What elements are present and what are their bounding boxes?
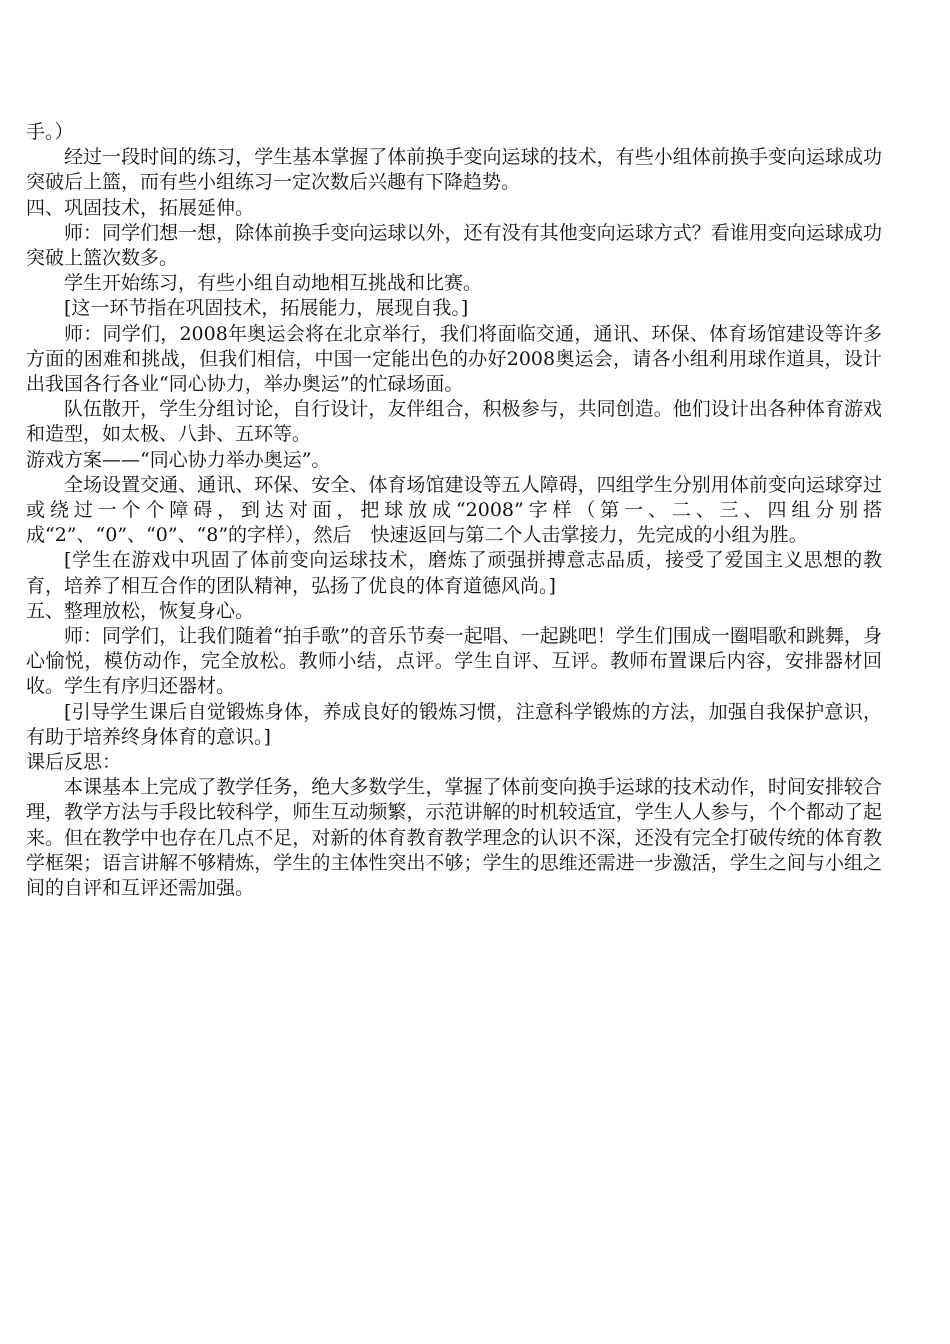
paragraph-note-game: [学生在游戏中巩固了体前变向运球技术，磨炼了顽强拼搏意志品质，接受了爱国主义思想的教育，培养了相互合作的团队精神，弘扬了优良的体育道德风尚。] (26, 549, 882, 597)
paragraph-game-rules: 全场设置交通、通讯、环保、安全、体育场馆建设等五人障碍，四组学生分别用体前变向运球穿过或绕过一个个障碍，到达对面，把球放成“2008”字样（第一、二、三、四组分别搭成“2”、“0”、“0”、“8”的字样），然后 快速返回与第二个人击掌接力，先完成的小组为胜。 (26, 473, 882, 547)
paragraph-teacher-olympics: 师：同学们，2008年奥运会将在北京举行，我们将面临交通，通讯、环保、体育场馆建设等许多方面的困难和挑战，但我们相信，中国一定能出色的办好2008奥运会，请各小组利用球作道具，设计出我国各行各业“同心协力，举办奥运”的忙碌场面。 (26, 322, 882, 396)
game-plan-heading: 游戏方案——“同心协力举办奥运”。 (26, 448, 331, 471)
paragraph-student-practice: 学生开始练习，有些小组自动地相互挑战和比赛。 (64, 272, 483, 295)
paragraph-continuation: 手。） (26, 121, 74, 143)
paragraph-teacher-question: 师：同学们想一想，除体前换手变向运球以外，还有没有其他变向运球方式？看谁用变向运球成功突破上篮次数多。 (26, 221, 882, 270)
paragraph-practice-result: 经过一段时间的练习，学生基本掌握了体前换手变向运球的技术，有些小组体前换手变向运球成功突破后上篮，而有些小组练习一定次数后兴趣有下降趋势。 (26, 146, 882, 194)
paragraph-relax: 师：同学们，让我们随着“拍手歌”的音乐节奏一起唱、一起跳吧！学生们围成一圈唱歌和跳舞，身心愉悦，模仿动作，完全放松。教师小结，点评。学生自评、互评。教师布置课后内容，安排器材回收。学生有序归还器材。 (26, 625, 882, 698)
paragraph-group-design: 队伍散开，学生分组讨论，自行设计，友伴组合，积极参与，共同创造。他们设计出各种体育游戏和造型，如太极、八卦、五环等。 (26, 398, 882, 446)
paragraph-note-consolidate: [这一环节指在巩固技术，拓展能力，展现自我。] (64, 297, 469, 320)
reflection-heading: 课后反思： (26, 751, 122, 774)
paragraph-reflection: 本课基本上完成了教学任务，绝大多数学生，掌握了体前变向换手运球的技术动作，时间安排较合理，教学方法与手段比较科学，师生互动频繁，示范讲解的时机较适宜，学生人人参与，个个都动了起来。但在教学中也存在几点不足，对新的体育教育教学理念的认识不深，还没有完全打破传统的体育教学框架；语言讲解不够精炼，学生的主体性突出不够；学生的思维还需进一步激活，学生之间与小组之间的自评和互评还需加强。 (26, 776, 882, 900)
paragraph-note-relax: [引导学生课后自觉锻炼身体，养成良好的锻炼习惯，注意科学锻炼的方法，加强自我保护意识，有助于培养终身体育的意识。] (26, 700, 882, 748)
document-body (26, 120, 882, 901)
section-heading-5: 五、整理放松，恢复身心。 (26, 599, 255, 622)
section-heading-4: 四、巩固技术，拓展延伸。 (26, 196, 255, 219)
